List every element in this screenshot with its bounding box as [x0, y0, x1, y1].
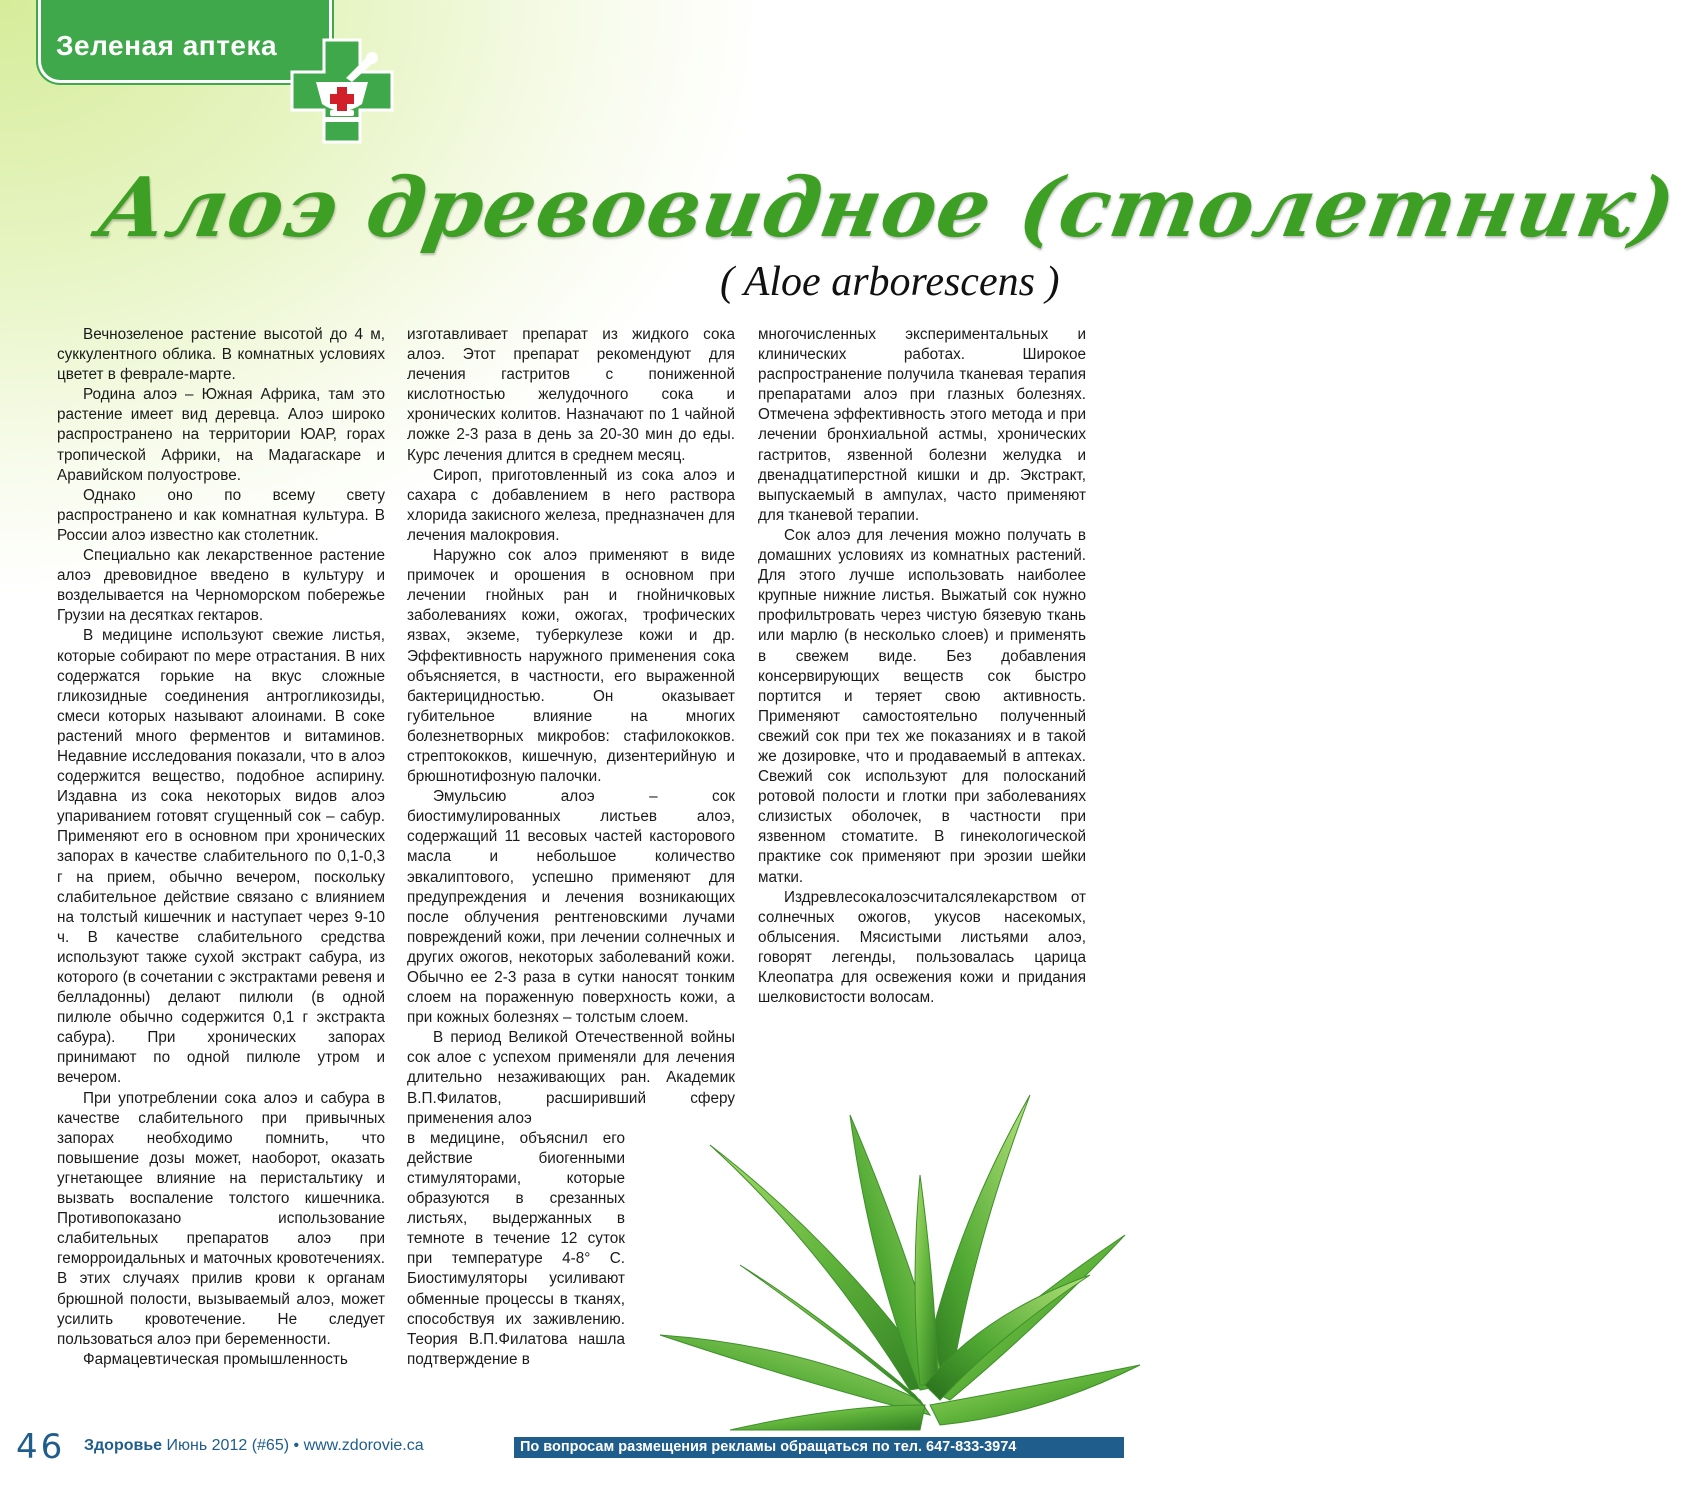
pharmacy-cross-icon	[290, 38, 394, 144]
section-title: Зеленая аптека	[56, 30, 278, 61]
paragraph: При употреблении сока алоэ и сабура в качестве слабительного при привычных запорах необходимо помнить, что повышение дозы может, наоборот, оказать угнетающее влияние на перистальтику и вызвать воспаление толстого кишечника. Противопоказано использование слабительных препаратов алоэ при геморроидальных и маточных кровотечениях. В этих случаях прилив крови к органам брюшной полости, вызываемый алоэ, может усилить кровотечение. Не следует пользоваться алоэ при беременности.	[57, 1089, 385, 1348]
paragraph: Издревлесокалоэсчиталсялекарством от солнечных ожогов, укусов насекомых, облысения. Мясистыми листьями алоэ, говорят легенды, пользовалась царица Клеопатра для освежения кожи и придания шелковистости волосам.	[758, 888, 1086, 1007]
paragraph: Специально как лекарственное растение алоэ древовидное введено в культуру и возделывается на Черноморском побережье Грузии на десятках гектаров.	[57, 547, 385, 625]
separator: •	[293, 1437, 300, 1454]
paragraph: изготавливает препарат из жидкого сока алоэ. Этот препарат рекомендуют для лечения гастритов с пониженной кислотностью желудочного сока и хронических колитов. Назначают по 1 чайной ложке 2-3 раза в день за 20-30 мин до еды. Курс лечения длится в среднем месяц.	[407, 326, 735, 464]
website-link[interactable]: www.zdorovie.ca	[303, 1437, 424, 1454]
paragraph: В период Великой Отечественной войны сок алое с успехом применяли для лечения длительно незаживающих ран. Академик В.П.Филатов, расширивший сферу применения алоэ	[407, 1029, 735, 1127]
aloe-plant-illustration	[620, 1085, 1140, 1435]
paragraph: Вечнозеленое растение высотой до 4 м, суккулентного облика. В комнатных условиях цветет в феврале-марте.	[57, 326, 385, 384]
article-title: Алоэ древовидное (столетник)	[91, 160, 1683, 256]
footer-magazine-info	[84, 1437, 424, 1455]
paragraph: Родина алоэ – Южная Африка, там это растение имеет вид деревца. Алоэ широко распространено на территории ЮАР, горах тропической Африки, на Мадагаскаре и Аравийском полуострове.	[57, 386, 385, 484]
magazine-name: Здоровье	[84, 1437, 163, 1454]
paragraph: Однако оно по всему свету распространено и как комнатная культура. В России алоэ известно как столетник.	[57, 486, 385, 544]
paragraph: Сок алоэ для лечения можно получать в домашних условиях из комнатных растений. Для этого лучше использовать наиболее крупные нижние листья. Выжатый сок нужно профильтровать через чистую бязевую ткань или марлю (в несколько слоев) и применять в свежем виде. Без добавления консервирующих веществ сок быстро портится и теряет свою активность. Применяют самостоятельно полученный свежий сок при тех же показаниях и в такой же дозировке, что и продаваемый в аптеках. Свежий сок используют для полосканий ротовой полости и глотки при заболеваниях слизистых оболочек, в частности при язвенном стоматите. В гинекологической практике сок применяют при эрозии шейки матки.	[758, 526, 1086, 886]
text-column-1	[57, 325, 385, 1370]
paragraph: Фармацевтическая промышленность	[83, 1350, 348, 1368]
latin-name: ( Aloe arborescens )	[720, 259, 1060, 305]
paragraph: в медицине, объяснил его действие биогенными стимуляторами, которые образуются в срезанных листьях, выдержанных в темноте в течение 12 суток при температуре 4-8° С. Биостимуляторы усиливают обменные процессы в тканях, способствуя их заживлению. Теория В.П.Филатова нашла подтверждение в	[407, 1129, 625, 1368]
paragraph: Эмульсию алоэ – сок биостимулированных листьев алоэ, содержащий 11 весовых частей касторового масла и небольшое количество эвкалиптового, успешно применяют для предупреждения и лечения возникающих после облучения рентгеновскими лучами повреждений кожи, при лечении солнечных и других ожогов, некоторых заболеваний кожи. Обычно ее 2-3 раза в сутки наносят тонким слоем на пораженную поверхность кожи, а при кожных болезнях – толстым слоем.	[407, 788, 735, 1027]
paragraph: В медицине используют свежие листья, которые собирают по мере отрастания. В них содержатся горькие на вкус сложные гликозидные соединения антрогликозиды, смеси которых называют алоинами. В соке растений много ферментов и витаминов. Недавние исследования показали, что в алоэ содержится вещество, подобное аспирину. Издавна из сока некоторых видов алоэ упариванием готовят сгущенный сок – сабур. Применяют его в основном при хронических запорах в качестве слабительного по 0,1-0,3 г на прием, обычно вечером, поскольку слабительное действие связано с влиянием на толстый кишечник и наступает через 9-10 ч. В качестве слабительного средства используют также сухой экстракт сабура, из которого (в сочетании с экстрактами ревеня и белладонны) делают пилюли (в одной пилюле обычно содержится 0,1 г экстракта сабура). При хронических запорах принимают по одной пилюле утром и вечером.	[57, 627, 385, 1087]
issue-info: Июнь 2012 (#65)	[166, 1437, 290, 1454]
aloe-leaves	[660, 1095, 1140, 1430]
paragraph: многочисленных экспериментальных и клинических работах. Широкое распространение получила тканевая терапия препаратами алоэ при глазных болезнях. Отмечена эффективность этого метода и при лечении бронхиальной астмы, хронических гастритов, язвенной болезни желудка и двенадцатиперстной кишки и др. Экстракт, выпускаемый в ампулах, часто применяют для тканевой терапии.	[758, 326, 1086, 524]
paragraph: Наружно сок алоэ применяют в виде примочек и орошения в основном при лечении гнойных ран и гнойничковых заболеваниях кожи, ожогах, трофических язвах, экземе, туберкулезе кожи и др. Эффективность наружного применения сока объясняется, в частности, его выраженной бактерицидностью. Он оказывает губительное влияние на многих болезнетворных микробов: стафилококков. стрептококков, кишечную, дизентерийную и брюшнотифозную палочки.	[407, 547, 735, 786]
paragraph: Сироп, приготовленный из сока алоэ и сахара с добавлением в него раствора хлорида закисного железа, предназначен для лечения малокровия.	[407, 466, 735, 544]
advertising-bar: По вопросам размещения рекламы обращаться по тел. 647-833-3974	[514, 1437, 1124, 1458]
page-number: 46	[16, 1427, 66, 1467]
text-column-3	[758, 325, 1086, 1008]
